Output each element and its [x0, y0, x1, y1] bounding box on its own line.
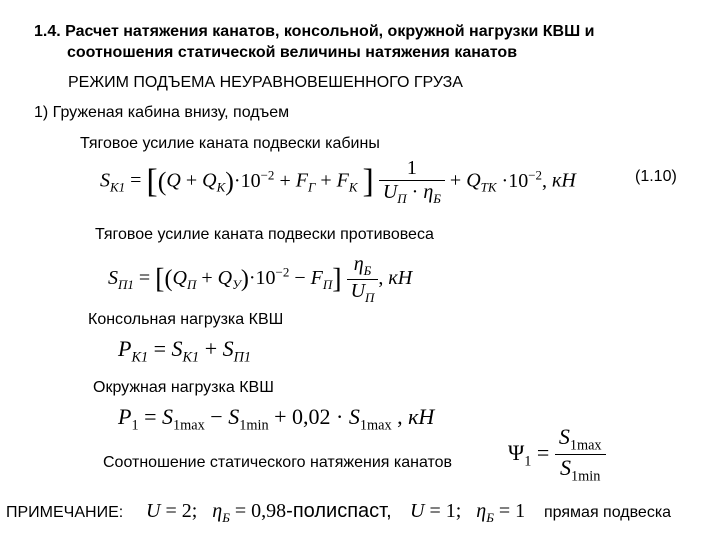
- section-title-line2: соотношения статической величины натяжения канатов: [67, 44, 518, 61]
- formula-counterweight-rope: $S_{П1} = [(Q_П + Q_У)\cdot 10^{-2} - F_П]$ $\frac{\eta_Б}{U_П}$ , кН: [108, 253, 413, 305]
- mode-heading: РЕЖИМ ПОДЪЕМА НЕУРАВНОВЕШЕННОГО ГРУЗА: [68, 74, 463, 91]
- note-label: ПРИМЕЧАНИЕ:: [6, 504, 124, 521]
- section-title-line1: 1.4. Расчет натяжения канатов, консольной, окружной нагрузки КВШ и: [34, 23, 595, 40]
- circumferential-load-label: Окружная нагрузка КВШ: [93, 379, 274, 396]
- counterweight-rope-label: Тяговое усилие каната подвески противовеса: [95, 226, 434, 243]
- note-direct-formula: U = 1; $\eta_Б = 1$: [410, 500, 526, 525]
- equation-number: (1.10): [635, 168, 677, 185]
- formula-console-load: $P_{К1} = S_{К1} + S_{П1}$: [118, 336, 252, 366]
- formula-ratio: $\Psi_1$ = $\frac{S_{1max}}{S_{1min}}$: [508, 424, 606, 486]
- formula-circumferential-load: $P_1 = S_{1max} - S_{1min} + 0,02 \cdot S_{1max}$ , кН: [118, 404, 435, 434]
- console-load-label: Консольная нагрузка КВШ: [88, 311, 284, 328]
- case-heading: 1) Груженая кабина внизу, подъем: [34, 104, 290, 121]
- cabin-rope-label: Тяговое усилие каната подвески кабины: [80, 135, 380, 152]
- formula-cabin-rope: $S_{К1} = [(Q + Q_К)\cdot 10^{-2} + F_Г + F_К$ ] $\frac{1}{U_П \cdot \eta_Б}$ + $Q_{ТК} \cdot 10^{-2}$, кН: [100, 157, 576, 206]
- note-polyspast-text: -полиспаст,: [286, 500, 392, 522]
- note-polyspast-formula: U = 2; $\eta_Б$ = 0,98-полиспаст,: [146, 500, 392, 525]
- note-direct-text: прямая подвеска: [544, 504, 672, 521]
- ratio-label: Соотношение статического натяжения канатов: [103, 454, 453, 471]
